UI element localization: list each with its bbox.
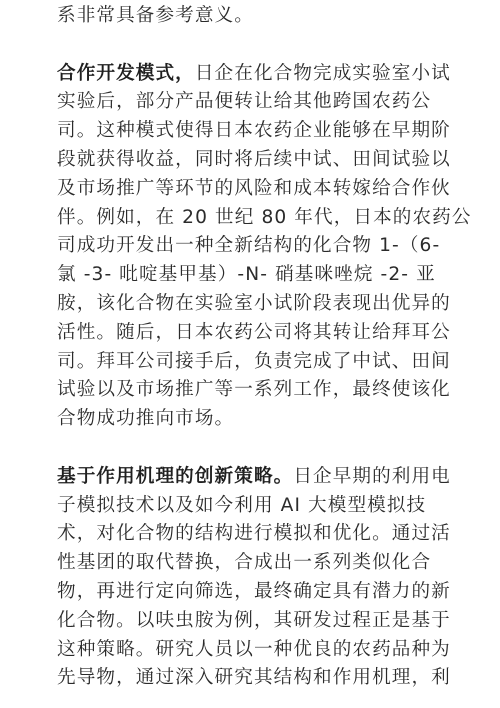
text-line: 司。拜耳公司接手后，负责完成了中试、田间 — [57, 350, 451, 372]
text-line: 段就获得收益，同时将后续中试、田间试验以 — [57, 148, 451, 170]
text-line: 术，对化合物的结构进行模拟和优化。通过活 — [57, 523, 451, 545]
text-line-rest: 日企在化合物完成实验室小试 — [194, 62, 451, 84]
article-body — [57, 2, 472, 693]
text-line: 这种策略。研究人员以一种优良的农药品种为 — [57, 638, 451, 660]
text-line: 化合物。以呋虫胺为例，其研发过程正是基于 — [57, 609, 451, 631]
text-line: 胺，该化合物在实验室小试阶段表现出优异的 — [57, 292, 451, 314]
paragraph-cooperative-development — [57, 60, 472, 434]
text-line: 司成功开发出一种全新结构的化合物 1-（6- — [57, 235, 441, 257]
text-line: 系非常具备参考意义。 — [57, 5, 254, 26]
text-line: 子模拟技术以及如今利用 AI 大模型模拟技 — [57, 494, 427, 516]
text-line — [57, 463, 457, 492]
paragraph-reference-note — [57, 2, 457, 31]
paragraph-lead-heading: 合作开发模式， — [57, 62, 195, 84]
paragraph-spacer — [57, 434, 457, 463]
text-line — [57, 60, 457, 89]
text-line: 合物成功推向市场。 — [57, 408, 235, 430]
text-line: 伴。例如，在 20 世纪 80 年代，日本的农药公 — [57, 206, 472, 228]
text-line-rest: 日企早期的利用电 — [293, 465, 451, 487]
text-line: 及市场推广等环节的风险和成本转嫁给合作伙 — [57, 177, 451, 199]
text-line: 司。这种模式使得日本农药企业能够在早期阶 — [57, 120, 451, 142]
paragraph-mechanism-strategy — [57, 463, 457, 693]
text-line: 试验以及市场推广等一系列工作，最终使该化 — [57, 379, 451, 401]
text-line: 物，再进行定向筛选，最终确定具有潜力的新 — [57, 580, 451, 602]
text-line: 活性。随后，日本农药公司将其转让给拜耳公 — [57, 321, 451, 343]
paragraph-spacer — [57, 31, 457, 60]
text-line: 实验后，部分产品便转让给其他跨国农药公 — [57, 91, 432, 113]
paragraph-lead-heading: 基于作用机理的创新策略。 — [57, 465, 294, 487]
text-line: 氯 -3- 吡啶基甲基）-N- 硝基咪唑烷 -2- 亚 — [57, 264, 436, 286]
text-line: 性基团的取代替换，合成出一系列类似化合 — [57, 552, 432, 574]
text-line: 先导物，通过深入研究其结构和作用机理，利 — [57, 667, 451, 689]
